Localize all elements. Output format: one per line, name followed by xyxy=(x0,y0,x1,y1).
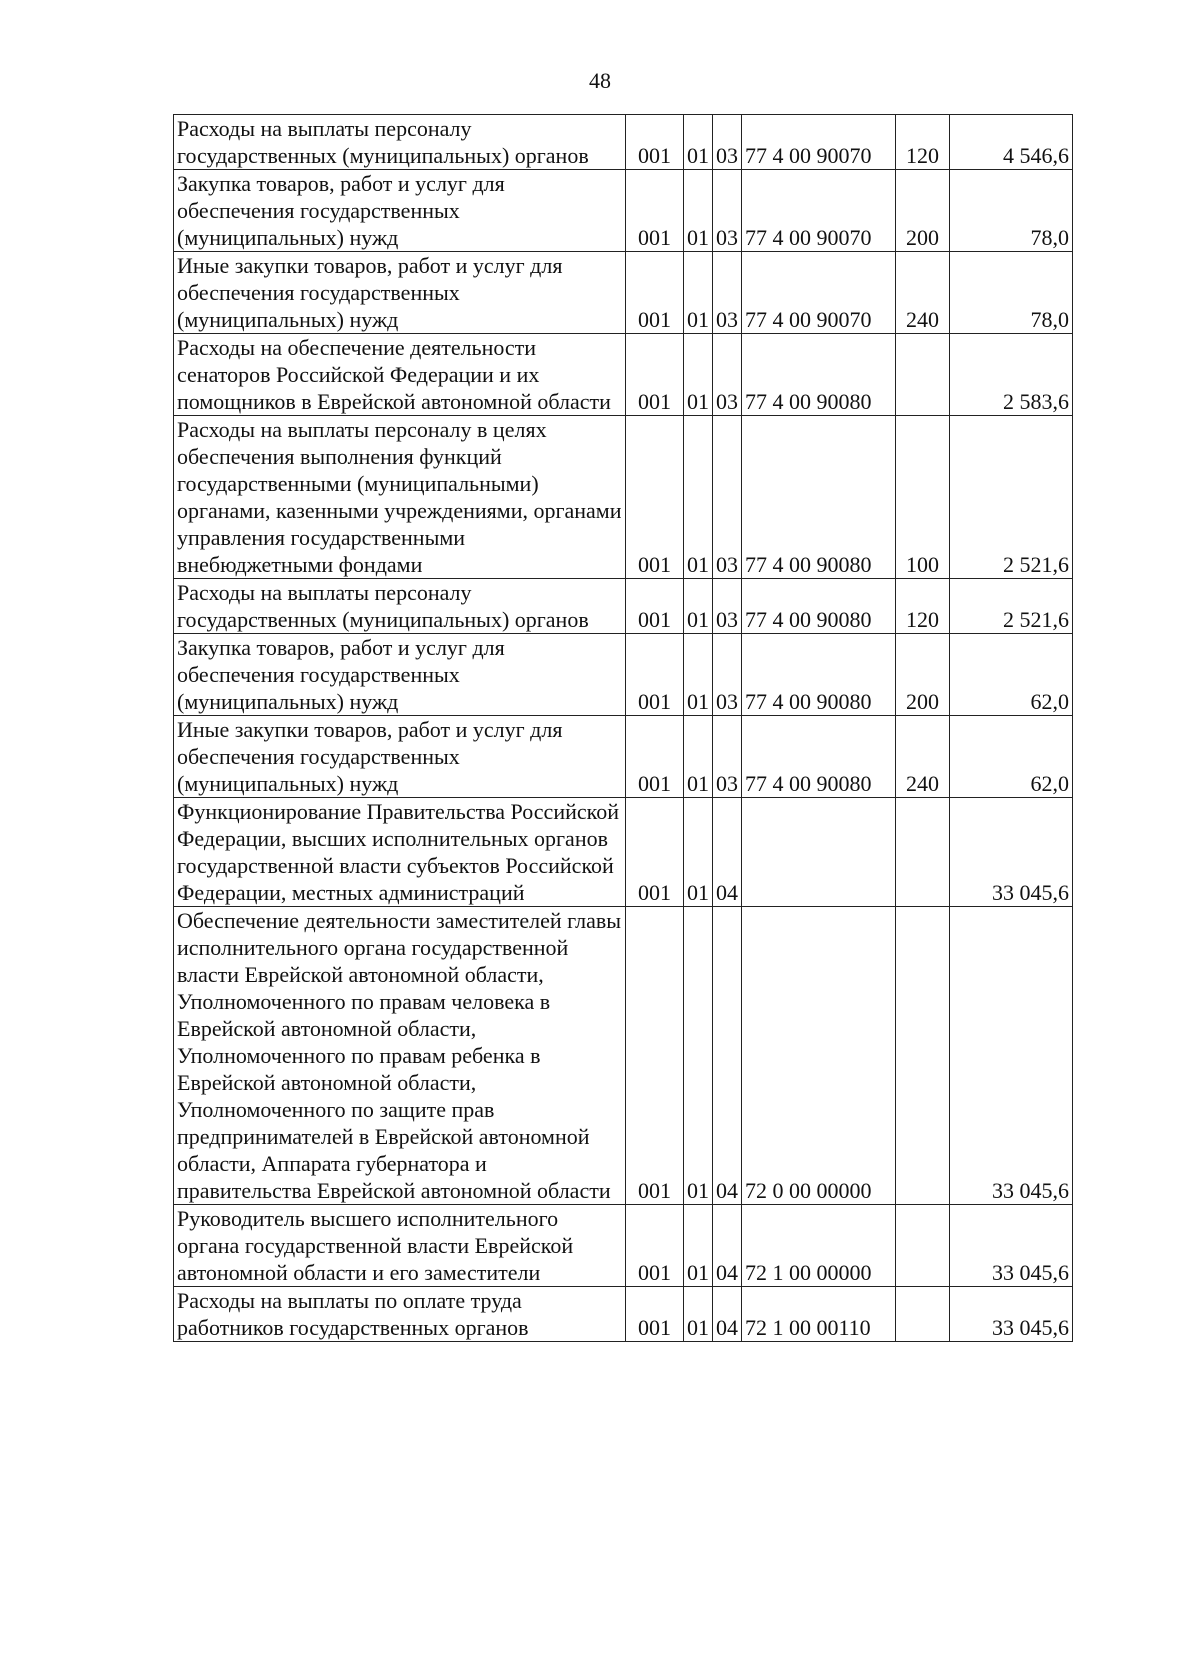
table-row xyxy=(174,1287,1073,1342)
amount-cell: 2 583,6 xyxy=(950,334,1073,416)
section-code-cell: 01 xyxy=(684,634,713,716)
expense-name-cell: Иные закупки товаров, работ и услуг для обеспечения государственных (муниципальных) нужд xyxy=(174,716,626,798)
expense-kind-code-cell: 240 xyxy=(896,252,950,334)
expense-name-cell: Функционирование Правительства Российской Федерации, высших исполнительных органов государственной власти субъектов Российской Федерации, местных администраций xyxy=(174,798,626,907)
subsection-code-cell: 04 xyxy=(713,1205,742,1287)
table-row xyxy=(174,334,1073,416)
table-row xyxy=(174,416,1073,579)
expense-kind-code-cell xyxy=(896,334,950,416)
target-article-code-cell: 72 1 00 00000 xyxy=(742,1205,896,1287)
subsection-code-cell: 03 xyxy=(713,416,742,579)
subsection-code-cell: 04 xyxy=(713,907,742,1205)
subsection-code-cell: 03 xyxy=(713,115,742,170)
table-row xyxy=(174,1205,1073,1287)
admin-code-cell: 001 xyxy=(626,334,684,416)
target-article-code-cell: 77 4 00 90070 xyxy=(742,170,896,252)
subsection-code-cell: 03 xyxy=(713,170,742,252)
expense-name-cell: Расходы на выплаты персоналу государственных (муниципальных) органов xyxy=(174,579,626,634)
admin-code-cell: 001 xyxy=(626,115,684,170)
expense-kind-code-cell xyxy=(896,1287,950,1342)
expense-kind-code-cell: 200 xyxy=(896,170,950,252)
subsection-code-cell: 04 xyxy=(713,1287,742,1342)
expense-kind-code-cell: 120 xyxy=(896,115,950,170)
table-row xyxy=(174,798,1073,907)
expense-kind-code-cell xyxy=(896,1205,950,1287)
target-article-code-cell: 77 4 00 90070 xyxy=(742,252,896,334)
target-article-code-cell: 77 4 00 90080 xyxy=(742,416,896,579)
budget-table xyxy=(173,114,1073,1342)
expense-name-cell: Расходы на обеспечение деятельности сенаторов Российской Федерации и их помощников в Еврейской автономной области xyxy=(174,334,626,416)
subsection-code-cell: 03 xyxy=(713,579,742,634)
expense-kind-code-cell xyxy=(896,907,950,1205)
section-code-cell: 01 xyxy=(684,1287,713,1342)
subsection-code-cell: 03 xyxy=(713,334,742,416)
section-code-cell: 01 xyxy=(684,170,713,252)
target-article-code-cell: 72 0 00 00000 xyxy=(742,907,896,1205)
admin-code-cell: 001 xyxy=(626,798,684,907)
section-code-cell: 01 xyxy=(684,115,713,170)
target-article-code-cell: 77 4 00 90070 xyxy=(742,115,896,170)
expense-kind-code-cell xyxy=(896,798,950,907)
table-row xyxy=(174,252,1073,334)
amount-cell: 78,0 xyxy=(950,170,1073,252)
table-row xyxy=(174,634,1073,716)
subsection-code-cell: 03 xyxy=(713,716,742,798)
expense-name-cell: Руководитель высшего исполнительного органа государственной власти Еврейской автономной области и его заместители xyxy=(174,1205,626,1287)
subsection-code-cell: 04 xyxy=(713,798,742,907)
target-article-code-cell: 77 4 00 90080 xyxy=(742,579,896,634)
expense-name-cell: Обеспечение деятельности заместителей главы исполнительного органа государственной власти Еврейской автономной области, Уполномоченного по правам человека в Еврейской автономной области, Уполномоченного по правам ребенка в Еврейской автономной области, Уполномоченного по защите прав предпринимателей в Еврейской автономной области, Аппарата губернатора и правительства Еврейской автономной области xyxy=(174,907,626,1205)
admin-code-cell: 001 xyxy=(626,252,684,334)
target-article-code-cell: 72 1 00 00110 xyxy=(742,1287,896,1342)
table-row xyxy=(174,579,1073,634)
admin-code-cell: 001 xyxy=(626,579,684,634)
amount-cell: 78,0 xyxy=(950,252,1073,334)
section-code-cell: 01 xyxy=(684,416,713,579)
admin-code-cell: 001 xyxy=(626,634,684,716)
page-number: 48 xyxy=(589,68,611,93)
table-row xyxy=(174,907,1073,1205)
table-row xyxy=(174,115,1073,170)
amount-cell: 2 521,6 xyxy=(950,579,1073,634)
expense-name-cell: Закупка товаров, работ и услуг для обеспечения государственных (муниципальных) нужд xyxy=(174,634,626,716)
section-code-cell: 01 xyxy=(684,579,713,634)
expense-kind-code-cell: 120 xyxy=(896,579,950,634)
admin-code-cell: 001 xyxy=(626,1205,684,1287)
section-code-cell: 01 xyxy=(684,716,713,798)
expense-kind-code-cell: 200 xyxy=(896,634,950,716)
expense-name-cell: Расходы на выплаты по оплате труда работников государственных органов xyxy=(174,1287,626,1342)
subsection-code-cell: 03 xyxy=(713,252,742,334)
amount-cell: 33 045,6 xyxy=(950,798,1073,907)
expense-kind-code-cell: 100 xyxy=(896,416,950,579)
amount-cell: 33 045,6 xyxy=(950,1287,1073,1342)
table-row xyxy=(174,170,1073,252)
amount-cell: 4 546,6 xyxy=(950,115,1073,170)
section-code-cell: 01 xyxy=(684,334,713,416)
section-code-cell: 01 xyxy=(684,1205,713,1287)
amount-cell: 33 045,6 xyxy=(950,1205,1073,1287)
amount-cell: 2 521,6 xyxy=(950,416,1073,579)
expense-kind-code-cell: 240 xyxy=(896,716,950,798)
admin-code-cell: 001 xyxy=(626,907,684,1205)
subsection-code-cell: 03 xyxy=(713,634,742,716)
table-row xyxy=(174,716,1073,798)
expense-name-cell: Закупка товаров, работ и услуг для обеспечения государственных (муниципальных) нужд xyxy=(174,170,626,252)
target-article-code-cell xyxy=(742,798,896,907)
amount-cell: 62,0 xyxy=(950,634,1073,716)
admin-code-cell: 001 xyxy=(626,716,684,798)
amount-cell: 33 045,6 xyxy=(950,907,1073,1205)
section-code-cell: 01 xyxy=(684,907,713,1205)
expense-name-cell: Расходы на выплаты персоналу в целях обеспечения выполнения функций государственными (муниципальными) органами, казенными учреждениями, органами управления государственными внебюджетными фондами xyxy=(174,416,626,579)
admin-code-cell: 001 xyxy=(626,1287,684,1342)
section-code-cell: 01 xyxy=(684,798,713,907)
expense-name-cell: Иные закупки товаров, работ и услуг для обеспечения государственных (муниципальных) нужд xyxy=(174,252,626,334)
target-article-code-cell: 77 4 00 90080 xyxy=(742,334,896,416)
admin-code-cell: 001 xyxy=(626,416,684,579)
expense-name-cell: Расходы на выплаты персоналу государственных (муниципальных) органов xyxy=(174,115,626,170)
target-article-code-cell: 77 4 00 90080 xyxy=(742,716,896,798)
section-code-cell: 01 xyxy=(684,252,713,334)
target-article-code-cell: 77 4 00 90080 xyxy=(742,634,896,716)
amount-cell: 62,0 xyxy=(950,716,1073,798)
admin-code-cell: 001 xyxy=(626,170,684,252)
